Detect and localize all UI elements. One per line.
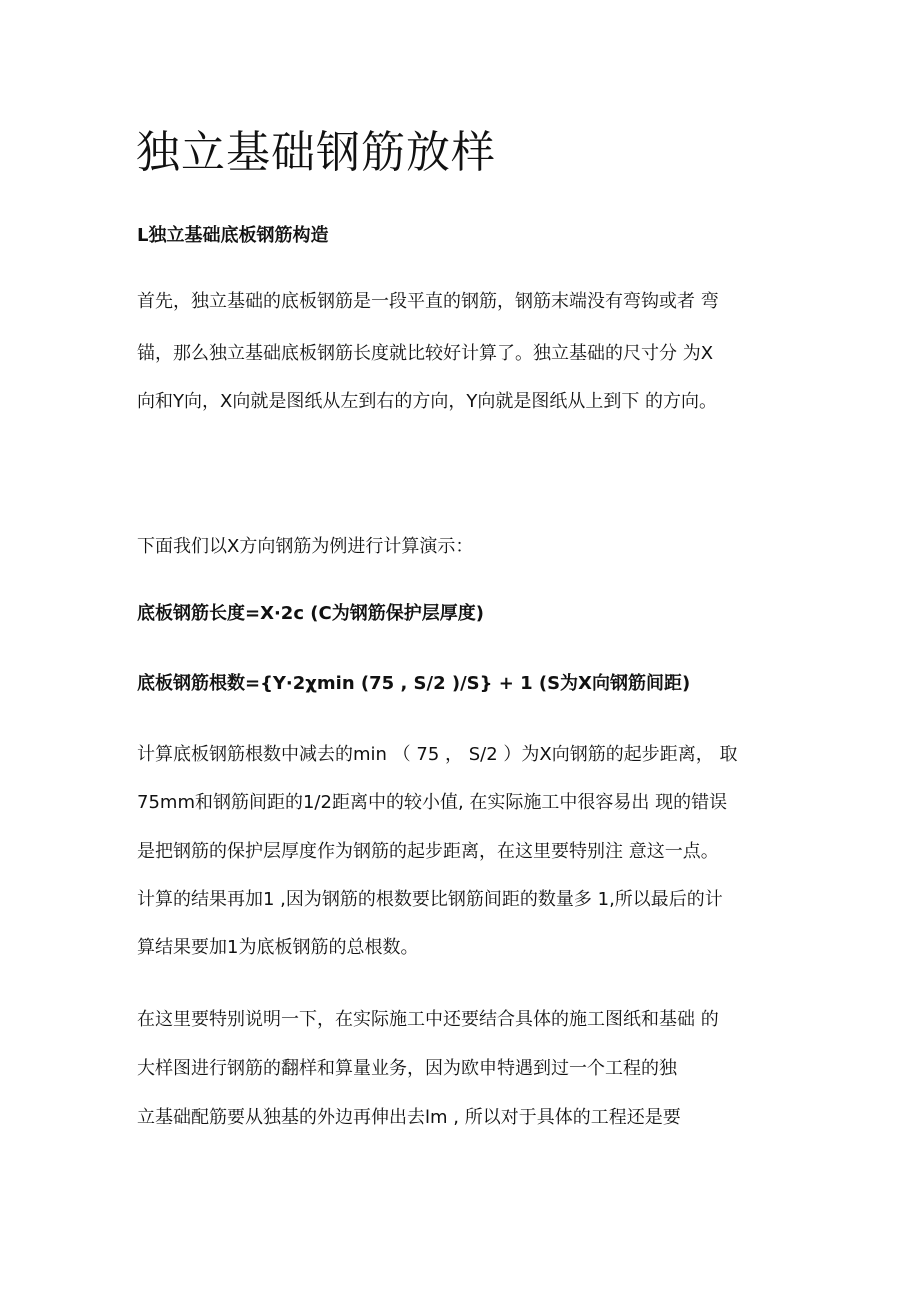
paragraph-1-line-3: 向和Y向，X向就是图纸从左到右的方向，Y向就是图纸从上到下 的方向。 xyxy=(137,391,718,412)
paragraph-2-line-4: 计算的结果再加1 ,因为钢筋的根数要比钢筋间距的数量多 1,所以最后的计 xyxy=(137,889,723,910)
paragraph-1-line-1: 首先，独立基础的底板钢筋是一段平直的钢筋，钢筋末端没有弯钩或者 弯 xyxy=(137,291,719,312)
paragraph-3-line-3: 立基础配筋要从独基的外边再伸出去lm , 所以对于具体的工程还是要 xyxy=(137,1107,681,1128)
formula-rebar-count: 底板钢筋根数={Y·2χmin (75 , S/2 )/S} + 1 (S为X向钢筋间距) xyxy=(137,673,691,694)
intro-line: 下面我们以X方向钢筋为例进行计算演示： xyxy=(137,536,474,557)
paragraph-2-line-2: 75mm和钢筋间距的1/2距离中的较小值, 在实际施工中很容易出 现的错误 xyxy=(137,792,728,813)
page-title: 独立基础钢筋放样 xyxy=(136,127,496,178)
paragraph-2-line-3: 是把钢筋的保护层厚度作为钢筋的起步距离，在这里要特别注 意这一点。 xyxy=(137,841,719,862)
paragraph-3-line-1: 在这里要特别说明一下，在实际施工中还要结合具体的施工图纸和基础 的 xyxy=(137,1009,719,1030)
paragraph-2-line-1: 计算底板钢筋根数中减去的min （ 75 ， S/2 ）为X向钢筋的起步距离， 取 xyxy=(137,744,738,765)
section-heading: L独立基础底板钢筋构造 xyxy=(137,225,329,246)
formula-rebar-length: 底板钢筋长度=X·2c (C为钢筋保护层厚度) xyxy=(137,603,484,624)
paragraph-2-line-5: 算结果要加1为底板钢筋的总根数。 xyxy=(137,937,419,958)
paragraph-3-line-2: 大样图进行钢筋的翻样和算量业务，因为欧申特遇到过一个工程的独 xyxy=(137,1058,677,1079)
paragraph-1-line-2: 锚，那么独立基础底板钢筋长度就比较好计算了。独立基础的尺寸分 为X xyxy=(137,343,714,364)
